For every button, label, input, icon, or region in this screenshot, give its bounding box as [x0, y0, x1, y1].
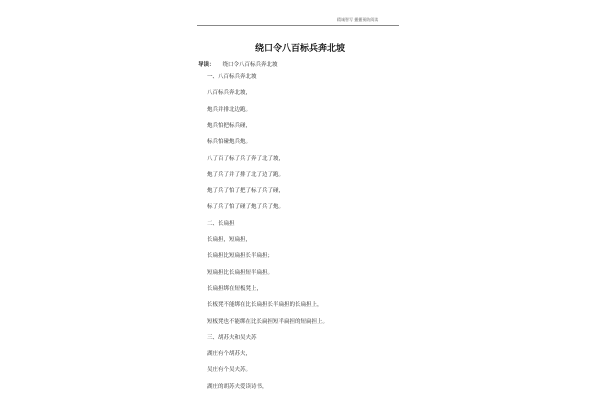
- text-line: 炮了兵了并了排了北了边了跑。: [207, 171, 285, 178]
- header-divider: [197, 25, 399, 26]
- header-text: 精诚智写 播播预防阅读: [337, 17, 379, 22]
- text-line: 短扁担比长扁担短半扁担。: [207, 269, 274, 276]
- text-line: 湖庄的胡苏夫爱读诗书，: [207, 383, 268, 390]
- text-line: 长扁担，短扁担，: [207, 237, 252, 243]
- text-line: 长扁担比短扁担长半扁担；: [207, 253, 274, 260]
- text-line: 八百标兵奔北坡，: [207, 90, 252, 97]
- text-line: 三、胡苏夫和吴夫苏: [207, 334, 257, 341]
- text-line: 湖庄有个胡苏夫，: [207, 351, 252, 358]
- text-line: 八了百了标了兵了奔了北了坡，: [207, 155, 285, 162]
- text-line: 吴庄有个吴夫苏。: [207, 367, 252, 374]
- text-line: 一、八百标兵奔北坡: [207, 74, 257, 80]
- guide-label: 导读：: [198, 62, 215, 68]
- text-line: 长板凳不能绑在比长扁担长半扁担的长扁担上，: [207, 302, 323, 309]
- guide-text: 绕口令八百标兵奔北坡: [222, 62, 278, 68]
- text-line: 炮了兵了怕了把了标了兵了碰，: [207, 188, 285, 195]
- text-line: 标兵怕碰炮兵炮。: [207, 139, 252, 146]
- guide-paragraph: [198, 60, 278, 68]
- text-line: 长扁担绑在短板凳上，: [207, 285, 263, 292]
- text-line: 炮兵并排北边跑。: [207, 106, 252, 113]
- text-line: 短板凳也不能绑在比长扁担短半扁担的短扁担上。: [207, 318, 329, 325]
- document-title: 绕口令八百标兵奔北坡: [254, 44, 345, 54]
- text-line: 炮兵怕把标兵碰，: [207, 122, 252, 129]
- text-line: 二、长扁担: [207, 220, 235, 227]
- text-line: 标了兵了怕了碰了炮了兵了炮。: [207, 204, 285, 211]
